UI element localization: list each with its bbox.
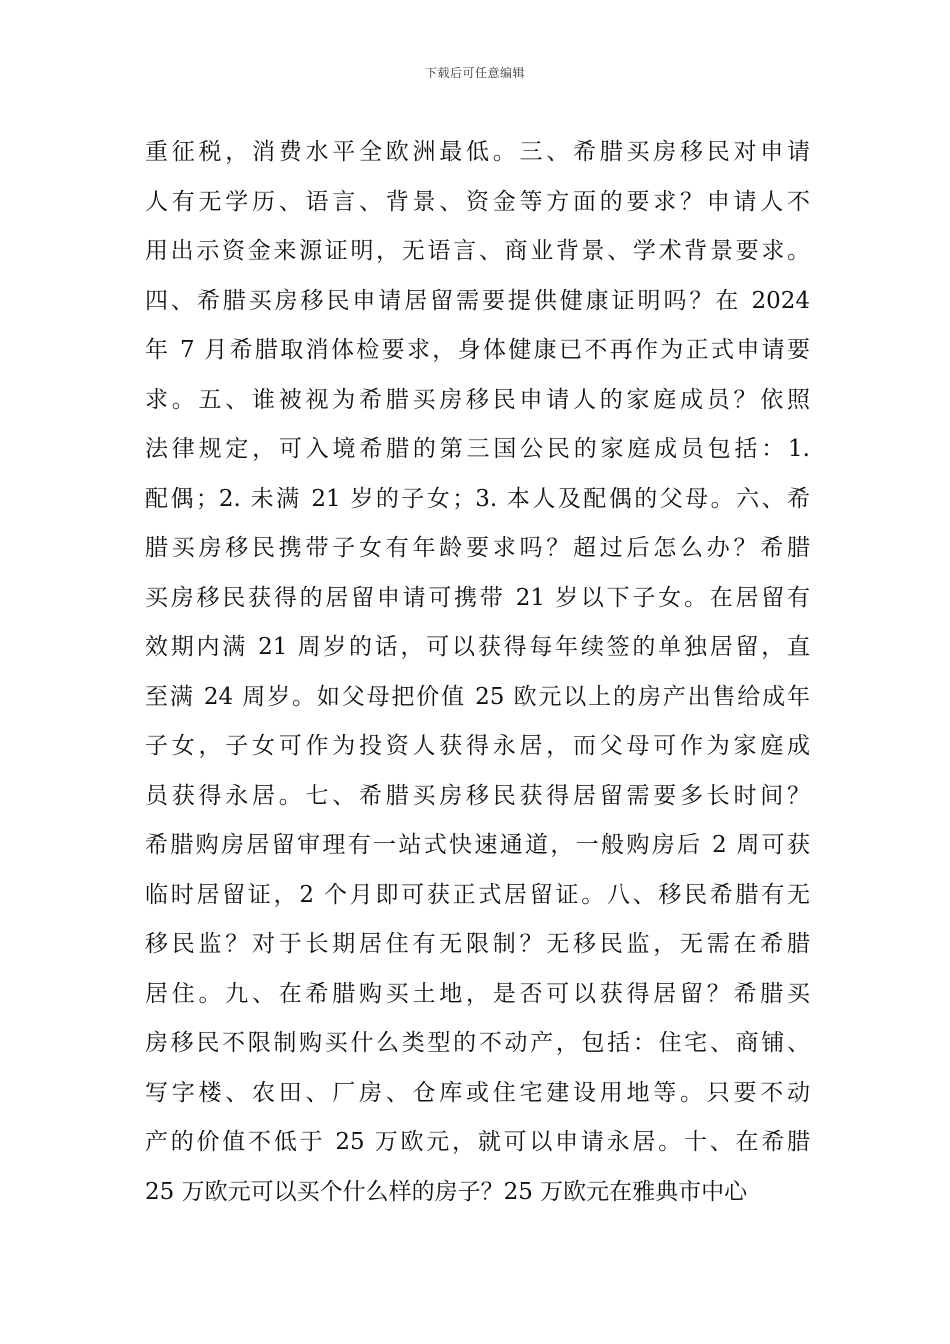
text-line: 希腊购房居留审理有一站式快速通道，一般购房后 2 周可获 [145,832,810,858]
text-line: 年 7 月希腊取消体检要求，身体健康已不再作为正式申请要 [145,337,810,363]
text-line: 买房移民获得的居留申请可携带 21 岁以下子女。在居留有 [145,584,810,611]
text-line: 效期内满 21 周岁的话，可以获得每年续签的单独居留，直 [145,634,810,660]
text-line: 求。五、谁被视为希腊买房移民申请人的家庭成员？依照 [145,386,810,413]
text-line: 四、希腊买房移民申请居留需要提供健康证明吗？在 2024 [145,287,810,314]
text-line: 产的价值不低于 25 万欧元，就可以申请永居。十、在希腊 [145,1129,810,1155]
text-line: 子女，子女可作为投资人获得永居，而父母可作为家庭成 [145,733,810,759]
text-line: 人有无学历、语言、背景、资金等方面的要求？申请人不 [145,188,810,215]
text-line: 用出示资金来源证明，无语言、商业背景、学术背景要求。 [145,238,810,264]
text-line: 房移民不限制购买什么类型的不动产，包括：住宅、商铺、 [145,1030,810,1056]
text-line: 法律规定，可入境希腊的第三国公民的家庭成员包括：1. [145,436,810,462]
text-line: 员获得永居。七、希腊买房移民获得居留需要多长时间？ [145,782,810,809]
text-line: 写字楼、农田、厂房、仓库或住宅建设用地等。只要不动 [145,1079,810,1106]
text-line: 移民监？对于长期居住有无限制？无移民监，无需在希腊 [145,931,810,957]
text-line: 至满 24 周岁。如父母把价值 25 欧元以上的房产出售给成年 [145,683,810,710]
text-line: 重征税，消费水平全欧洲最低。三、希腊买房移民对申请 [145,139,810,165]
text-line: 腊买房移民携带子女有年龄要求吗？超过后怎么办？希腊 [145,535,810,561]
text-line: 居住。九、在希腊购买土地，是否可以获得居留？希腊买 [145,980,810,1007]
page-header: 下载后可任意编辑 [424,66,525,80]
text-line: 配偶；2. 未满 21 岁的子女；3. 本人及配偶的父母。六、希 [145,485,810,512]
text-line: 25 万欧元可以买个什么样的房子？25 万欧元在雅典市中心 [145,1178,748,1205]
body-text [145,128,810,1217]
text-line: 临时居留证，2 个月即可获正式居留证。八、移民希腊有无 [145,881,810,908]
